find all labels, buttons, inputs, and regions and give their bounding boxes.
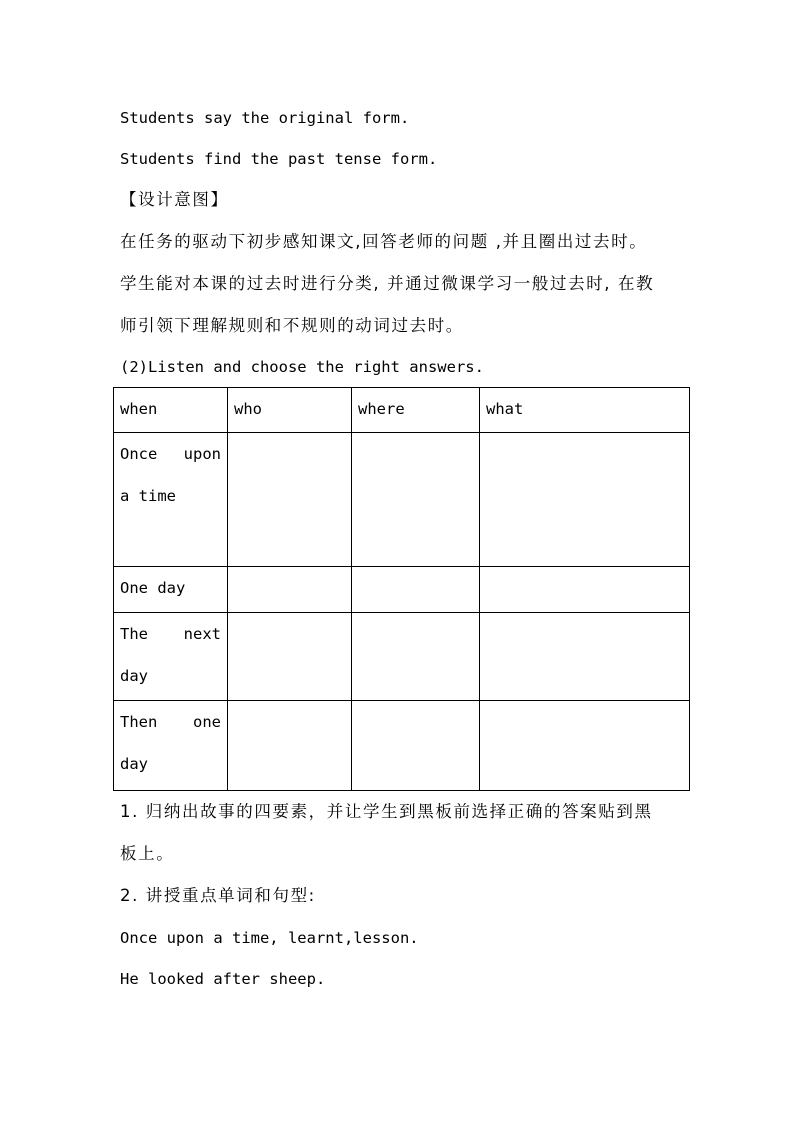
cell-when: One day xyxy=(114,567,228,613)
key-phrase-2: He looked after sheep. xyxy=(120,970,326,988)
note-item-1-line-1: 1. 归纳出故事的四要素，并让学生到黑板前选择正确的答案贴到黑 xyxy=(120,802,653,821)
cell-what xyxy=(480,433,690,567)
cell-who xyxy=(228,433,352,567)
cell-when: The next day xyxy=(114,613,228,701)
story-elements-table xyxy=(113,387,690,791)
cell-what xyxy=(480,613,690,701)
table-row xyxy=(114,613,690,701)
table-row xyxy=(114,433,690,567)
table-row xyxy=(114,701,690,791)
intro-line-past-tense-form: Students find the past tense form. xyxy=(120,150,438,168)
header-where: where xyxy=(352,388,480,433)
cell-who xyxy=(228,567,352,613)
cell-where xyxy=(352,613,480,701)
cell-when: Then one day xyxy=(114,701,228,791)
cell-where xyxy=(352,433,480,567)
design-intent-heading: 【设计意图】 xyxy=(120,190,229,209)
cell-what xyxy=(480,701,690,791)
design-intent-paragraph-2-line-1: 学生能对本课的过去时进行分类, 并通过微课学习一般过去时, 在教 xyxy=(120,274,655,293)
table-row xyxy=(114,567,690,613)
cell-when: Once upon a time xyxy=(114,433,228,567)
task-title: (2)Listen and choose the right answers. xyxy=(120,358,484,376)
cell-what xyxy=(480,567,690,613)
design-intent-paragraph-2-line-2: 师引领下理解规则和不规则的动词过去时。 xyxy=(120,316,464,335)
header-who: who xyxy=(228,388,352,433)
design-intent-paragraph-1: 在任务的驱动下初步感知课文,回答老师的问题 ,并且圈出过去时。 xyxy=(120,232,648,251)
table-header-row xyxy=(114,388,690,433)
cell-where xyxy=(352,701,480,791)
note-item-2: 2. 讲授重点单词和句型: xyxy=(120,886,316,905)
note-item-1-line-2: 板上。 xyxy=(120,844,175,863)
cell-who xyxy=(228,613,352,701)
header-what: what xyxy=(480,388,690,433)
key-phrase-1: Once upon a time, learnt,lesson. xyxy=(120,929,419,947)
cell-who xyxy=(228,701,352,791)
header-when: when xyxy=(114,388,228,433)
cell-where xyxy=(352,567,480,613)
intro-line-original-form: Students say the original form. xyxy=(120,109,410,127)
